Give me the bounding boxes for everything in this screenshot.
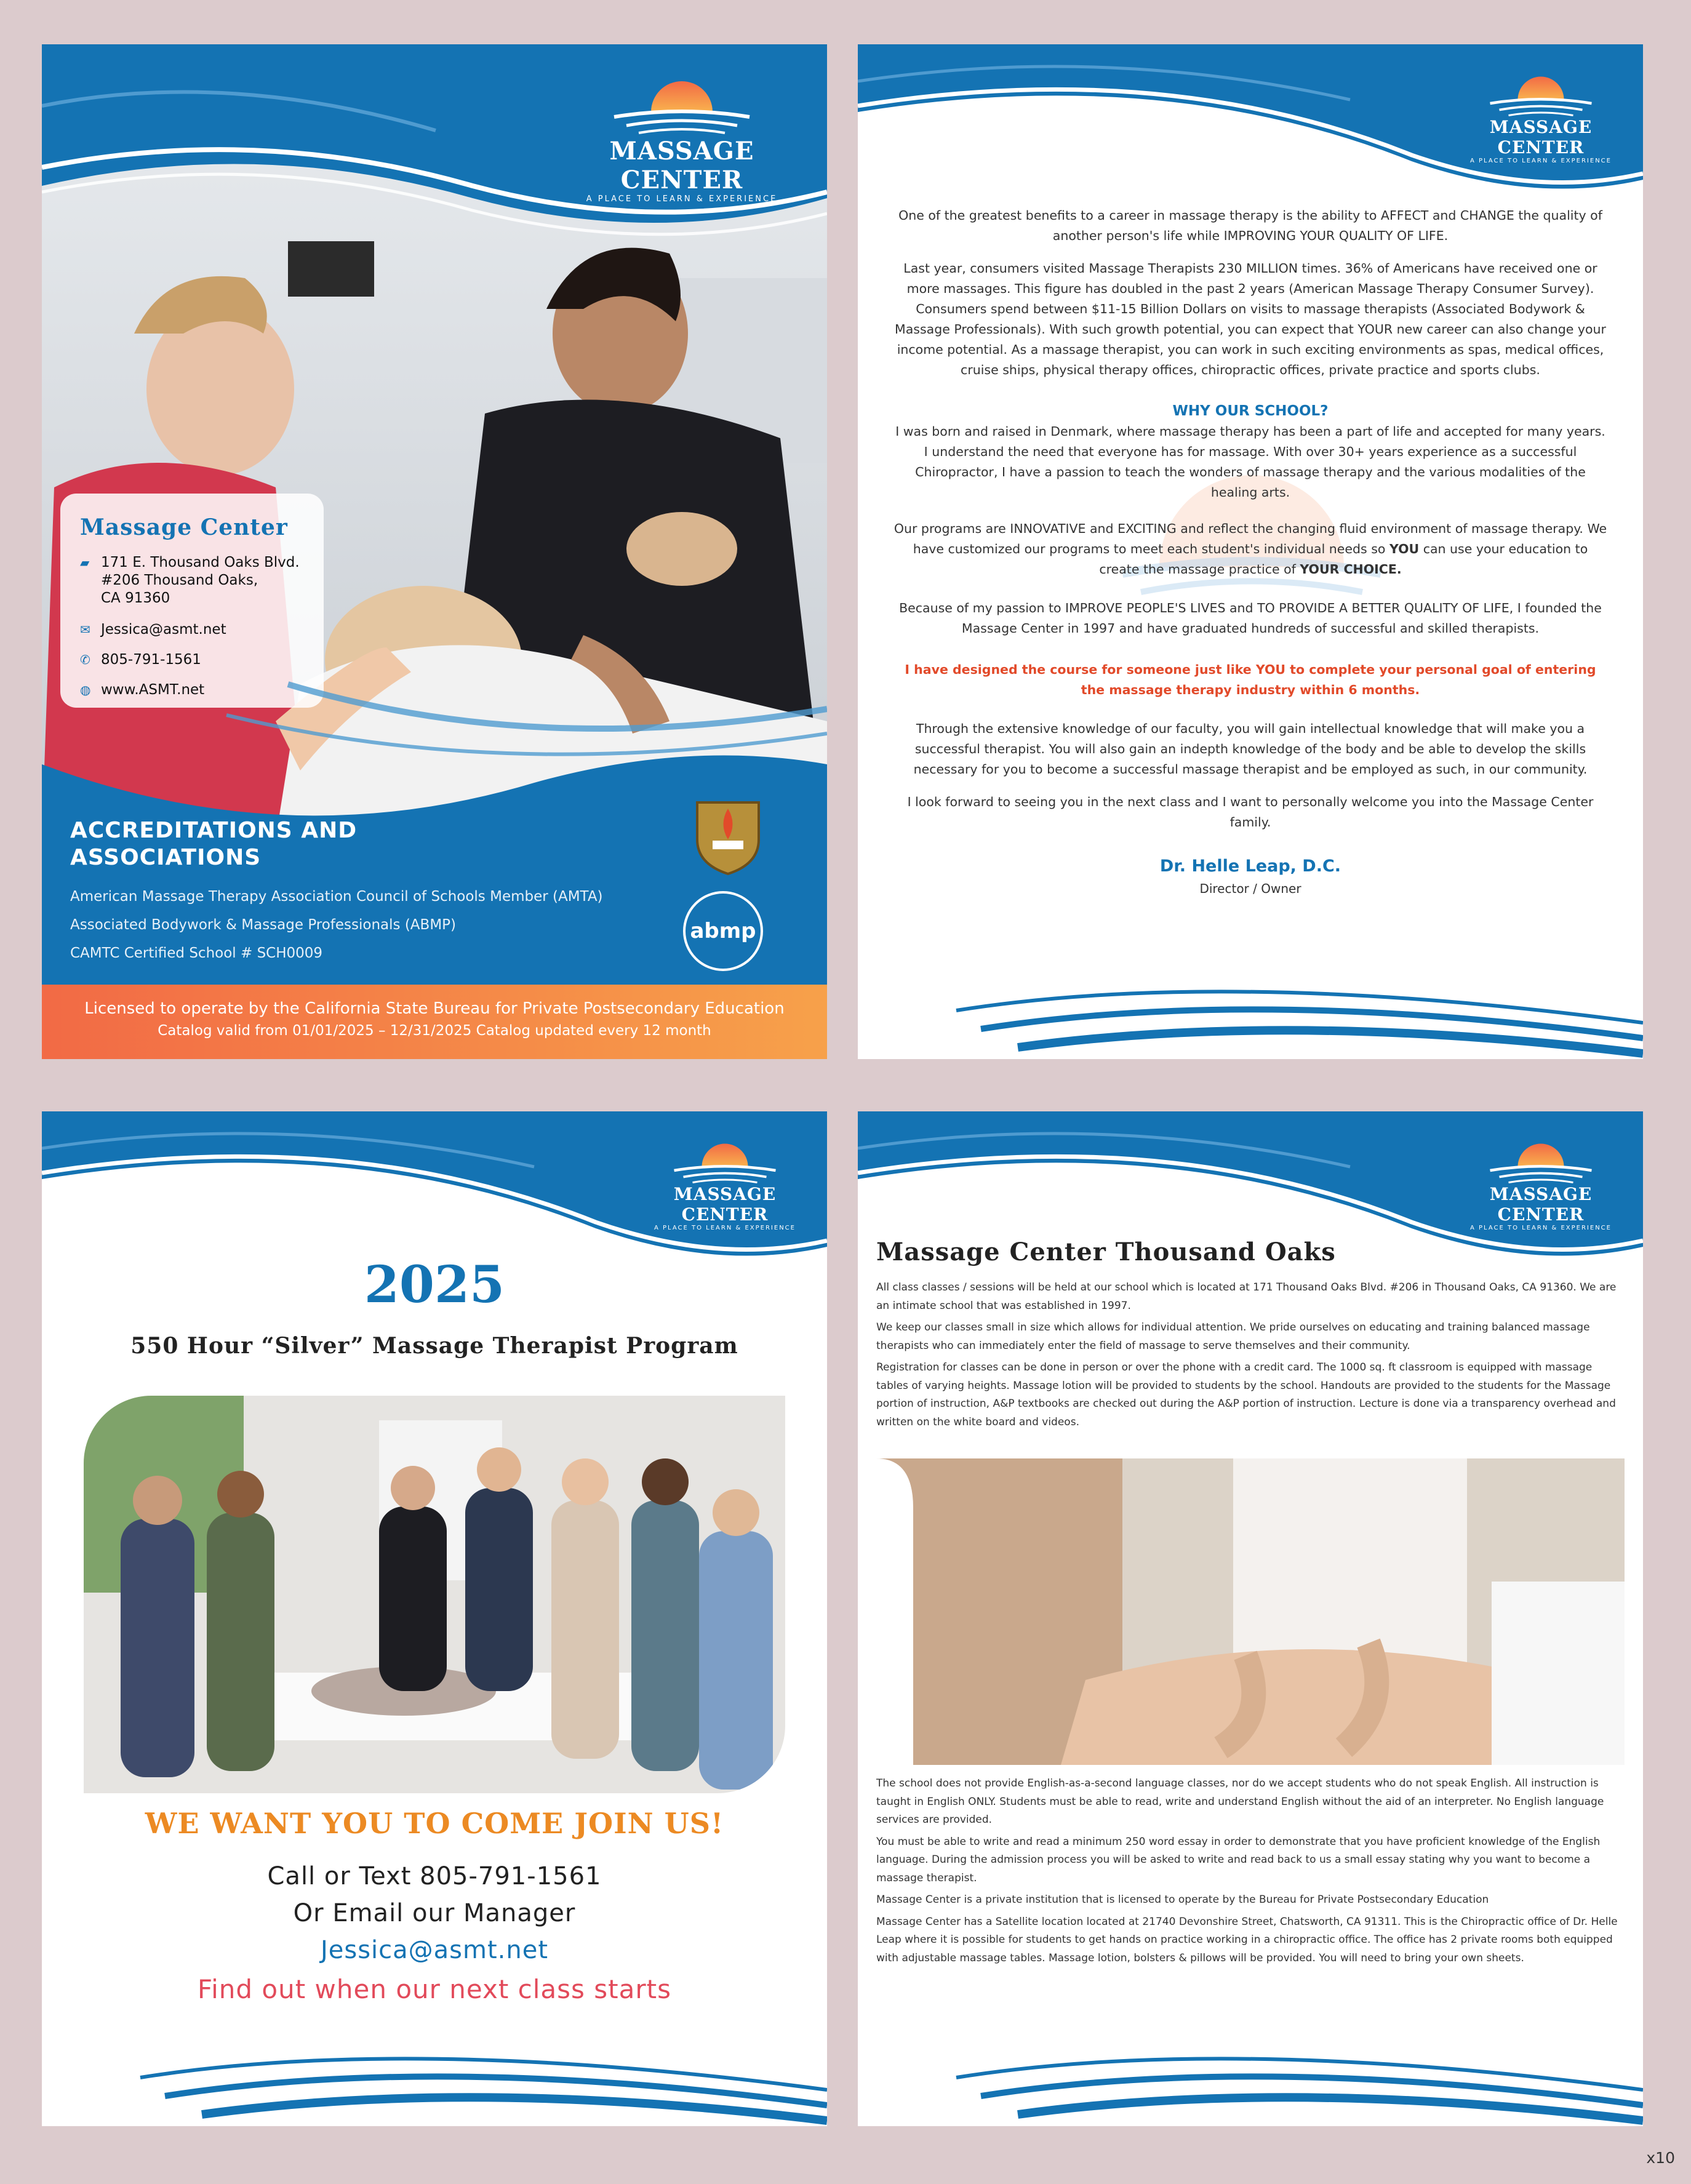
school-info-top — [876, 1279, 1618, 1435]
accreditation-item: Associated Bodywork & Massage Professionals (ABMP) — [70, 917, 457, 933]
info-paragraph: Massage Center is a private institution that is licensed to operate by the Bureau for Private Postsecondary Education — [876, 1894, 1489, 1906]
logo-tagline: A PLACE TO LEARN & EXPERIENCE — [586, 194, 778, 204]
address-line3: CA 91360 — [101, 590, 170, 606]
footer-note: x10 — [1646, 2149, 1675, 2167]
letter-paragraph — [892, 519, 1609, 580]
signature: Dr. Helle Leap, D.C. — [1159, 857, 1341, 876]
phone-icon: ✆ — [80, 652, 90, 667]
program-year: 2025 — [364, 1255, 505, 1314]
contact-website[interactable]: www.ASMT.net — [101, 682, 205, 698]
letter-intro: One of the greatest benefits to a career in massage therapy is the ability to AFFECT and CHANGE the quality of another person's life while IMPROVING YOUR QUALITY OF LIFE. — [898, 208, 1602, 243]
class-photo — [84, 1396, 785, 1793]
globe-icon: ◍ — [80, 682, 91, 697]
letter-paragraph: Last year, consumers visited Massage Therapists 230 MILLION times. 36% of Americans have received one or more massages. This figure has doubled in the past 2 years (American Massage Therapy Consumer Survey). Consumers spend between $11-15 Billion Dollars on visits to massage therapists (Associated Bodywork & Massage Professionals). With such growth potential, you can expect that YOUR new career can also change your income potential. As a massage therapist, you can work in such exciting environments as spas, medical offices, cruise ships, physical therapy offices, chiropractic offices, private practice and sports clubs. — [895, 261, 1606, 377]
manager-email-link[interactable]: Jessica@asmt.net — [320, 1936, 549, 1964]
logo — [1449, 63, 1633, 164]
school-info-bottom — [876, 1775, 1618, 1971]
why-heading: WHY OUR SCHOOL? — [1172, 403, 1329, 419]
email-manager-text: Or Email our Manager — [293, 1899, 576, 1927]
highlight-text: I have designed the course for someone just like YOU to complete your personal goal of entering the massage therapy industry within 6 months. — [905, 662, 1596, 697]
accreditation-item: American Massage Therapy Association Council of Schools Member (AMTA) — [70, 889, 603, 905]
sun-logo-icon — [663, 1130, 786, 1185]
logo-title: MASSAGE CENTER — [673, 1184, 777, 1225]
programs-text-2: can use your education to create the massage practice of — [1099, 542, 1588, 577]
mail-icon: ✉ — [80, 622, 90, 637]
signature-role: Director / Owner — [1199, 881, 1301, 896]
map-icon: ▰ — [80, 555, 90, 570]
info-paragraph: Registration for classes can be done in person or over the phone with a credit card. The 1000 sq. ft classroom is equipped with massage tables of varying heights. Massage lotion will be provided to students by the school. Handouts are provided to the students for the Massage portion of instruction, A&P textbooks are checked out during the A&P portion of instruction. Lecture is done via a transparency overhead and written on the white board and videos. — [876, 1361, 1616, 1428]
logo-title: MASSAGE CENTER — [1489, 117, 1593, 158]
logo-tagline: A PLACE TO LEARN & EXPERIENCE — [654, 1225, 796, 1231]
accreditations-section — [70, 817, 603, 961]
logo — [633, 1130, 817, 1231]
program-title: 550 Hour “Silver” Massage Therapist Program — [130, 1333, 738, 1359]
you-emphasis: YOU — [1389, 542, 1420, 556]
call-text[interactable]: Call or Text 805-791-1561 — [267, 1862, 602, 1890]
logo — [1449, 1130, 1633, 1231]
abmp-badge: abmp — [683, 891, 763, 971]
letter-paragraph: I was born and raised in Denmark, where massage therapy has been a part of life and accepted for many years. I understand the need that everyone has for massage. With over 30+ years experience as a successful Chiropractor, I have a passion to teach the wonders of massage therapy and the various modalities of the healing arts. — [895, 424, 1605, 500]
logo-title: MASSAGE CENTER — [1489, 1184, 1593, 1225]
address-line2: #206 Thousand Oaks, — [101, 572, 258, 588]
school-title: Massage Center Thousand Oaks — [876, 1238, 1336, 1266]
choice-emphasis: YOUR CHOICE. — [1300, 562, 1402, 577]
next-class-text: Find out when our next class starts — [198, 1974, 671, 2004]
sun-logo-icon — [1479, 63, 1602, 118]
accreditations-heading-line1: ACCREDITATIONS AND — [70, 818, 358, 843]
sun-logo-icon — [1479, 1130, 1602, 1185]
letter-body — [892, 206, 1609, 899]
page-program — [42, 1111, 827, 2126]
info-paragraph: Massage Center has a Satellite location located at 21740 Devonshire Street, Chatsworth, CA 91311. This is the Chiropractic office of Dr. Helle Leap where it is possible for students to get hands on practice working in a chiropractic office. The office has 2 private rooms both equipped with adjustable massage tables. Massage lotion, bolsters & pillows will be provided. You will need to bring your own sheets. — [876, 1915, 1618, 1964]
contact-email[interactable]: Jessica@asmt.net — [101, 622, 226, 638]
programs-text: Our programs are INNOVATIVE and EXCITING and reflect the changing fluid environment of massage therapy. We have customized our programs to meet each student's individual needs so — [893, 521, 1607, 556]
bottom-wave — [858, 1998, 1643, 2126]
letter-paragraph: I look forward to seeing you in the next class and I want to personally welcome you into the Massage Center family. — [907, 794, 1594, 830]
accreditations-heading-line2: ASSOCIATIONS — [70, 845, 262, 870]
contact-title: Massage Center — [80, 514, 288, 540]
address-line1: 171 E. Thousand Oaks Blvd. — [101, 554, 300, 570]
amta-badge-icon — [688, 790, 768, 876]
page-school-info — [858, 1111, 1643, 2126]
massage-photo — [876, 1458, 1625, 1765]
license-line2: Catalog valid from 01/01/2025 – 12/31/2025 Catalog updated every 12 month — [158, 1023, 711, 1039]
accreditation-item: CAMTC Certified School # SCH0009 — [70, 945, 323, 961]
logo-tagline: A PLACE TO LEARN & EXPERIENCE — [1470, 158, 1612, 164]
page-letter — [858, 44, 1643, 1059]
info-paragraph: All class classes / sessions will be held at our school which is located at 171 Thousand Oaks Blvd. #206 in Thousand Oaks, CA 91360. We are an intimate school that was established in 1997. — [876, 1281, 1617, 1312]
license-band — [42, 985, 827, 1059]
contact-phone[interactable]: 805-791-1561 — [101, 652, 201, 668]
letter-paragraph: Through the extensive knowledge of our faculty, you will gain intellectual knowledge that will make you a successful therapist. You will also gain an indepth knowledge of the body and be able to develop the skills necessary for you to become a successful massage therapist and be employed as such, in our community. — [913, 721, 1588, 777]
letter-paragraph: Because of my passion to IMPROVE PEOPLE'S LIVES and TO PROVIDE A BETTER QUALITY OF LIFE, I founded the Massage Center in 1997 and have graduated hundreds of successful and skilled therapists. — [899, 601, 1602, 636]
bottom-wave — [42, 1998, 827, 2126]
info-paragraph: The school does not provide English-as-a-second language classes, nor do we accept students who do not speak English. All instruction is taught in English ONLY. Students must be able to read, write and understand English without the aid of an interpreter. No English language services are provided. — [876, 1777, 1604, 1826]
logo-title: MASSAGE CENTER — [609, 137, 754, 194]
info-paragraph: We keep our classes small in size which allows for individual attention. We pride ourselves on educating and training balanced massage therapists who can immediately enter the field of massage to serve themselves and their community. — [876, 1321, 1590, 1352]
logo-tagline: A PLACE TO LEARN & EXPERIENCE — [1470, 1225, 1612, 1231]
join-heading: WE WANT YOU TO COME JOIN US! — [145, 1807, 724, 1840]
bottom-wave — [858, 930, 1643, 1059]
info-paragraph: You must be able to write and read a minimum 250 word essay in order to demonstrate that you have proficient knowledge of the English language. During the admission process you will be asked to write and read back to us a small essay stating why you want to become a massage therapist. — [876, 1835, 1601, 1884]
page-cover — [42, 44, 827, 1059]
license-line1: Licensed to operate by the California State Bureau for Private Postsecondary Education — [84, 999, 785, 1018]
